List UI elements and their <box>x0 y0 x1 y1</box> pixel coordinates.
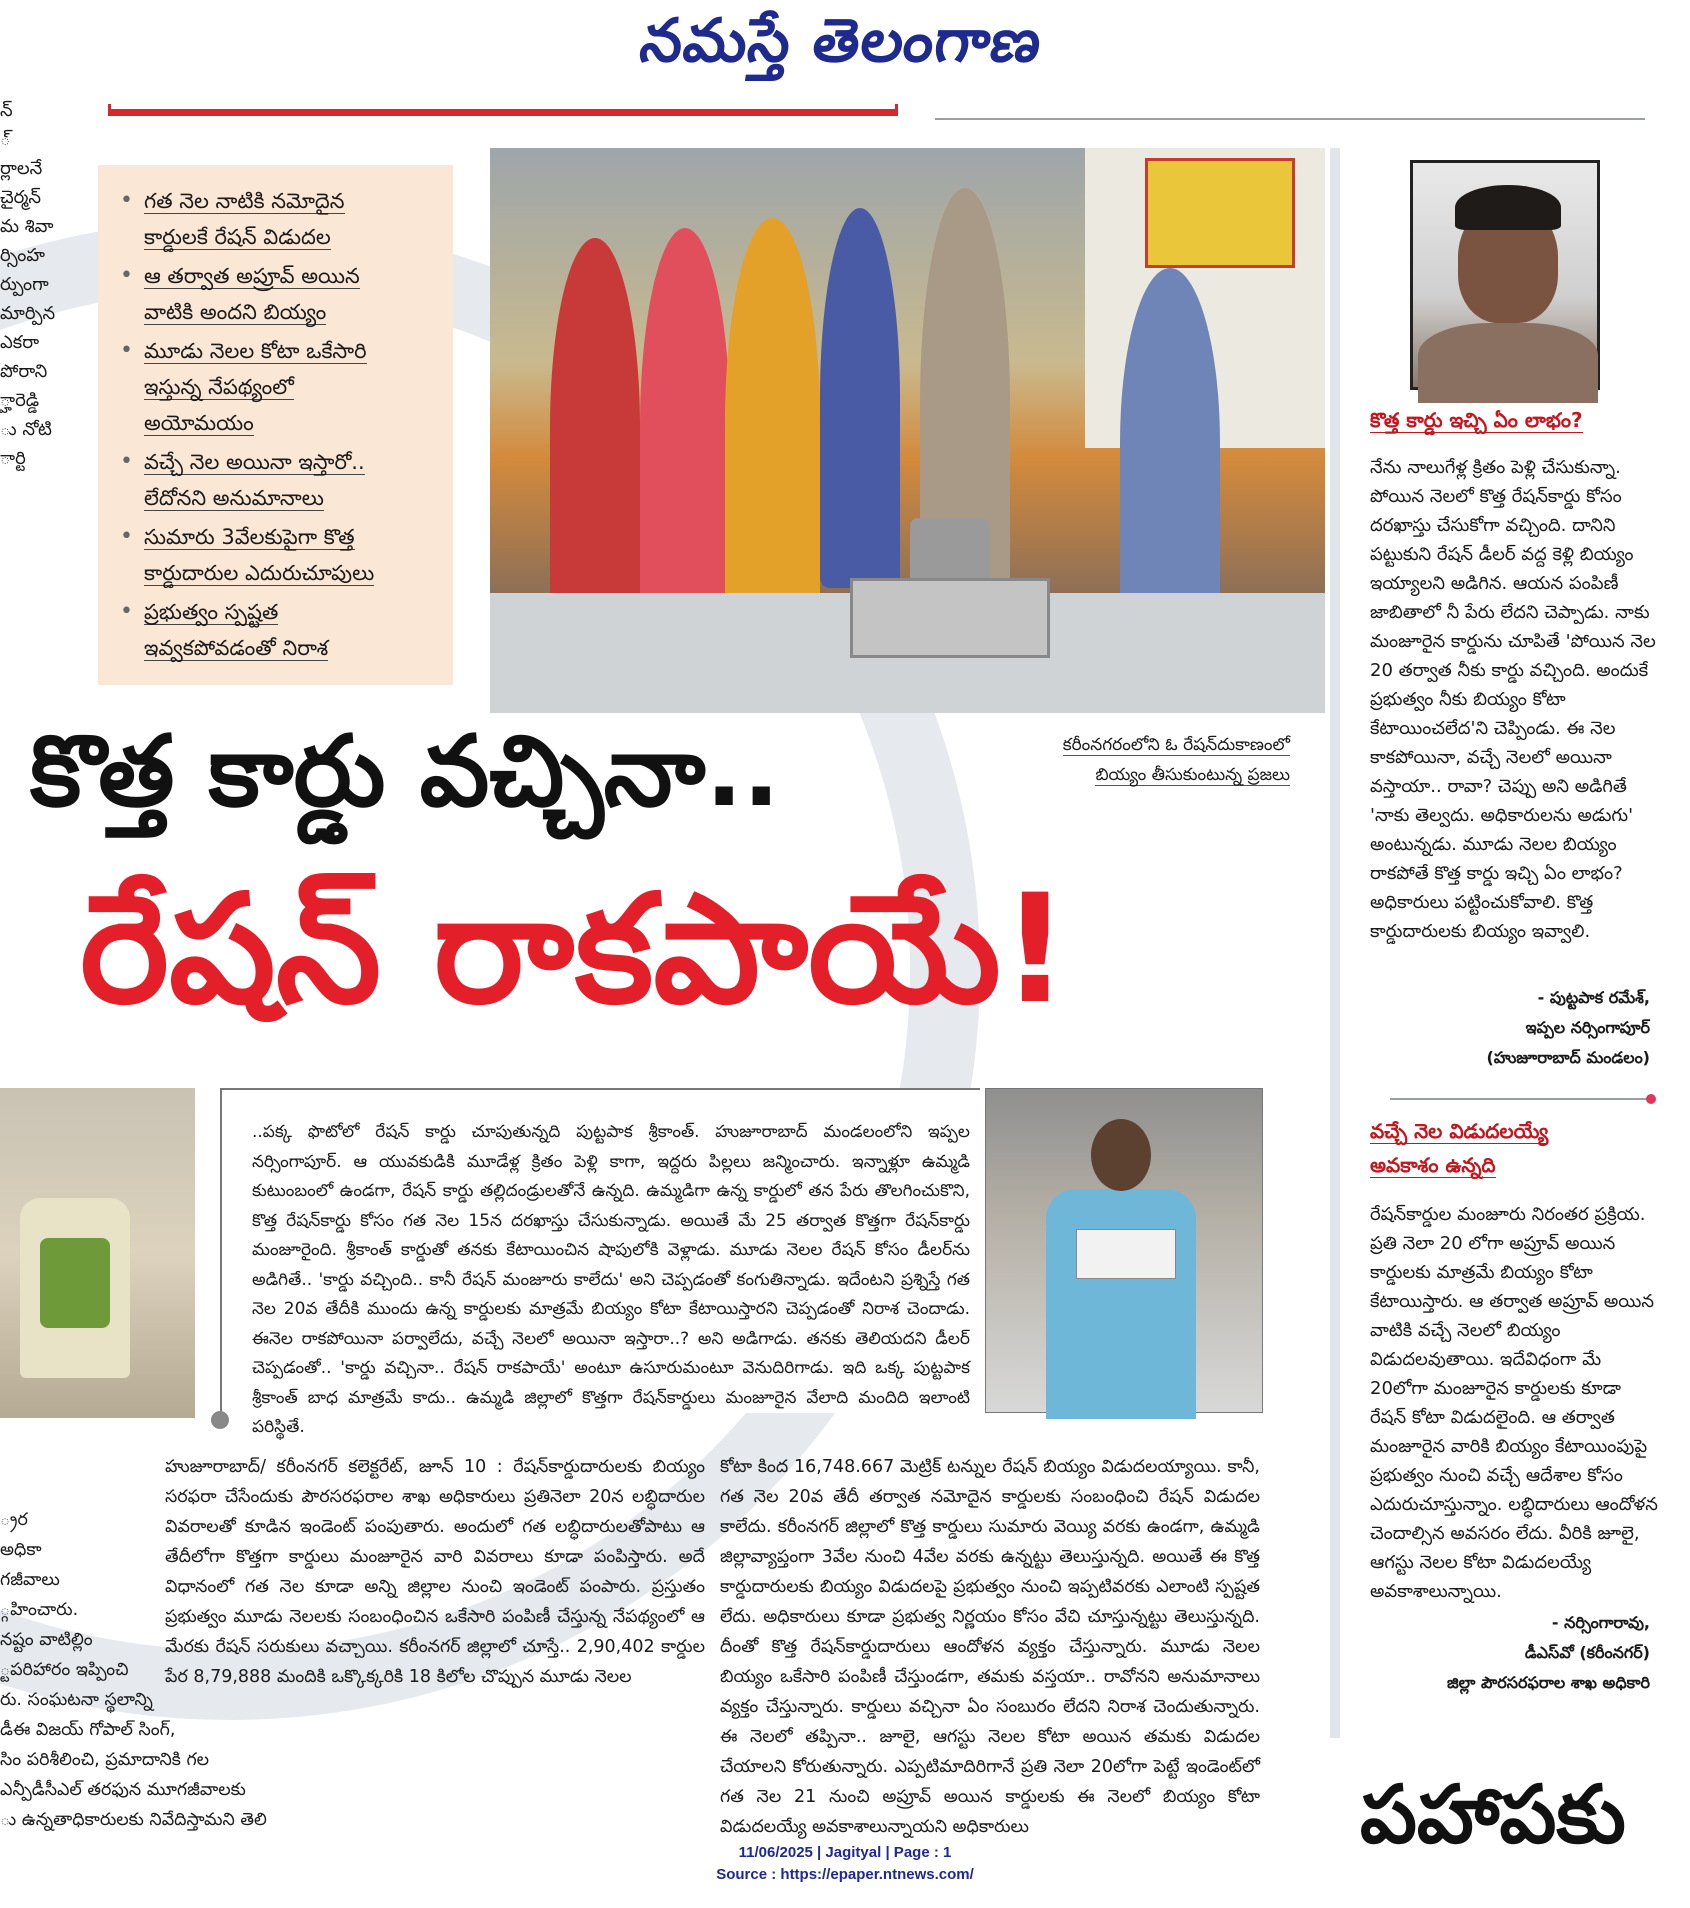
photo-poster <box>1145 158 1295 268</box>
highlight-line: గత నెల నాటికి నమోదైన <box>144 189 345 213</box>
clipped-line: నష్టం వాటిల్లిం <box>0 1630 93 1650</box>
highlight-item <box>116 333 439 441</box>
clipped-line: రు. సంఘటనా స్థలాన్ని <box>0 1690 153 1710</box>
portrait-hair <box>1455 185 1561 230</box>
caption-line: కరీంనగరంలోని ఓ రేషన్‌దుకాణంలో <box>1062 735 1290 755</box>
clipped-line: ర్సింహ <box>0 245 45 266</box>
signature-line: ఇప్పల నర్సింగాపూర్ <box>1525 1018 1650 1037</box>
highlight-line: ప్రభుత్వం స్పష్టత <box>144 600 279 624</box>
sidebar-signature-2 <box>1370 1608 1660 1698</box>
clipped-line: ు ఉన్నతాధికారులకు నివేదిస్తామని తెలి <box>0 1810 267 1830</box>
highlights-box <box>98 165 453 685</box>
article-column-2: కోటా కింద 16,748.667 మెట్రిక్ టన్నుల రేషన్ బియ్యం విడుదలయ్యాయి. కానీ, గత నెల 20వ తేదీ తర్వాత నమోదైన కార్డులకు సంబంధించి రేషన్ విడుదల కాలేదు. కరీంనగర్ జిల్లాలో కొత్త కార్డులు సుమారు వెయ్యి వరకు ఉండగా, ఉమ్మడి జిల్లావ్యాప్తంగా 3వేల నుంచి 4వేల వరకు ఉన్నట్టు తెలుస్తున్నది. అయితే ఈ కొత్త కార్డుదారులకు బియ్యం విడుదలపై ప్రభుత్వం నుంచి ఇప్పటివరకు ఎలాంటి స్పష్టత లేదు. అధికారులు కూడా ప్రభుత్వ నిర్ణయం కోసం వేచి చూస్తున్నట్టు తెలుస్తున్నది. దీంతో కొత్త రేషన్‌కార్డుదారులు ఆందోళన వ్యక్తం చేస్తున్నారు. మూడు నెలల బియ్యం ఒకేసారి పంపిణీ చేస్తుండగా, తమకు వస్తయా.. రావోనని అనుమానాలు వ్యక్తం చేస్తున్నారు. కార్డులు వచ్చినా ఏం సంబురం లేదని నిరాశ చెందుతున్నారు. ఈ నెలలో తప్పినా.. జూలై, ఆగస్టు నెలల కోటా అయిన తమకు విడుదల చేయాలని కోరుతున్నారు. ఎప్పటిమాదిరిగానే ప్రతి నెలా 20లోగా పెట్టే ఇండెంట్‌లో గత నెల 21 నుంచి అప్రూవ్ అయిన కార్డులకు ఈ నెలలో బియ్యం కోటా విడుదలయ్యే అవకాశాలున్నాయని అధికారులు <box>720 1457 1260 1837</box>
masthead-title: నమస్తే తెలంగాణ <box>635 6 1047 76</box>
person-head <box>1091 1119 1151 1191</box>
clipped-line: మ శివా <box>0 216 54 237</box>
highlight-line: వాటికి అందని బియ్యం <box>144 300 327 324</box>
clipped-line: ార్టి <box>0 448 26 469</box>
sidebar-heading-1 <box>1370 403 1660 437</box>
highlight-line: లేదోనని అనుమానాలు <box>144 486 324 510</box>
caption-line: బియ్యం తీసుకుంటున్న ప్రజలు <box>1095 765 1290 785</box>
clipped-line: ఎకరా <box>0 332 40 353</box>
rice-bag <box>20 1198 130 1378</box>
clipped-line: పోరాని <box>0 361 48 382</box>
left-clipped-column <box>0 96 90 473</box>
ration-card <box>1076 1229 1176 1279</box>
srikanth-photo <box>985 1088 1263 1413</box>
next-story-teaser: పహాపకు <box>1360 1768 1626 1861</box>
highlight-line: సుమారు 3వేలకుపైగా కొత్త <box>144 525 355 549</box>
signature-line: డీఎస్‌వో (కరీంనగర్) <box>1524 1643 1650 1662</box>
portrait-shoulders <box>1418 323 1598 403</box>
masthead-gray-rule <box>935 118 1645 120</box>
clipped-line: చైర్మన్ <box>0 187 41 208</box>
heading-text: అవకాశం ఉన్నది <box>1370 1153 1496 1177</box>
highlight-item <box>116 594 439 666</box>
clipped-line: మార్పిన <box>0 303 56 324</box>
footer-date-edition: 11/06/2025 | Jagityal | Page : 1 <box>738 1844 952 1861</box>
clipped-line: ్ <box>0 129 11 150</box>
photo-person <box>820 208 900 588</box>
signature-line: - నర్సింగారావు, <box>1551 1613 1650 1632</box>
story-text: ..పక్క ఫొటోలో రేషన్ కార్డు చూపుతున్నది పుట్టపాక శ్రీకాంత్. హుజూరాబాద్ మండలంలోని ఇప్పల నర్సింగాపూర్. ఆ యువకుడికి మూడేళ్ల క్రితం పెళ్లి కాగా, ఇద్దరు పిల్లలు జన్మించారు. ఇన్నాళ్లూ ఉమ్మడి కుటుంబంలో ఉండగా, రేషన్ కార్డు తల్లిదండ్రులతోనే ఉన్నది. ఉమ్మడిగా ఉన్న కార్డులో తన పేరు తొలగించుకొని, కొత్త రేషన్‌కార్డు కోసం గత నెల 15న దరఖాస్తు చేసుకున్నాడు. అయితే మే 25 తర్వాత కొత్తగా రేషన్‌కార్డు మంజూరైంది. శ్రీకాంత్ కార్డుతో తనకు కేటాయించిన షాపులోకి వెళ్లాడు. మూడు నెలల రేషన్ కోసం డీలర్‌ను అడిగితే.. 'కార్డు వచ్చింది.. కానీ రేషన్ మంజూరు కాలేదు' అని చెప్పడంతో కంగుతిన్నాడు. ఇదేంటని ప్రశ్నిస్తే గత నెల 20వ తేదీకి ముందు ఉన్న కార్డులకు మాత్రమే బియ్యం కోటా కేటాయిస్తారని చెప్పడంతో నిరాశ చెందాడు. ఈనెల రాకపోయినా పర్వాలేదు, వచ్చే నెలలో అయినా ఇస్తారా..? అని అడిగాడు. తనకు తెలియదని డీలర్ చెప్పడంతో.. 'కార్డు వచ్చినా.. రేషన్ రాకపాయే' అంటూ ఉసూరుమంటూ వెనుదిరిగాడు. ఇది ఒక్క పుట్టపాక శ్రీకాంత్ బాధ మాత్రమే కాదు.. ఉమ్మడి జిల్లాలో కొత్తగా రేషన్‌కార్డులు మంజూరైన వేలాది మందిది ఇలాంటి పరిస్థితే. <box>252 1122 970 1437</box>
photo-weighing-scale <box>850 578 1050 658</box>
highlight-item <box>116 519 439 591</box>
person-body <box>1046 1189 1196 1419</box>
highlight-line: వచ్చే నెల అయినా ఇస్తారో.. <box>144 450 365 474</box>
clipped-line <box>0 1475 110 1505</box>
signature-line: (హుజూరాబాద్ మండలం) <box>1486 1048 1650 1067</box>
highlight-item <box>116 183 439 255</box>
clipped-line: ర్పుంగా <box>0 274 49 295</box>
sidebar-divider <box>1390 1098 1650 1100</box>
clipped-line: న్ <box>0 100 13 121</box>
clipped-line: సిం పరిశీలించి, ప్రమాదానికి గల <box>0 1750 210 1770</box>
sidebar-quote-1: నేను నాలుగేళ్ల క్రితం పెళ్లి చేసుకున్నా. పోయిన నెలలో కొత్త రేషన్‌కార్డు కోసం దరఖాస్తు చేసుకోగా వచ్చింది. దానిని పట్టుకుని రేషన్ డీలర్ వద్ద కెళ్లి బియ్యం ఇయ్యాలని అడిగిన. ఆయన పంపిణీ జాబితాలో నీ పేరు లేదని చెప్పాడు. నాకు మంజూరైన కార్డును చూపితే 'పోయిన నెల 20 తర్వాత నీకు కార్డు వచ్చింది. అందుకే ప్రభుత్వం నీకు బియ్యం కోటా కేటాయించలేద'ని చెప్పిండు. ఈ నెల కాకపోయినా, వచ్చే నెలలో అయినా వస్తాయా.. రావా? చెప్పు అని అడిగితే 'నాకు తెల్వదు. అధికారులను అడుగు' అంటున్నడు. మూడు నెలల బియ్యం రాకపోతే కొత్త కార్డు ఇచ్చి ఏం లాభం? అధికారులు పట్టించుకోవాలి. కొత్త కార్డుదారులకు బియ్యం ఇవ్వాలి. <box>1370 457 1656 942</box>
clipped-line: ్హారెడ్డి <box>0 390 40 411</box>
headline-line-2: రేషన్ రాకపాయే! <box>80 863 1070 1037</box>
left-lower-clipped-column <box>0 1475 267 1835</box>
clipped-line: ్రర <box>0 1510 28 1530</box>
photo-person <box>1046 1119 1196 1419</box>
ration-shop-photo <box>490 148 1325 713</box>
photo-caption <box>1000 730 1290 790</box>
highlight-line: ఇవ్వకపోవడంతో నిరాశ <box>144 636 329 660</box>
signature-line: జిల్లా పౌరసరఫరాల శాఖ అధికారి <box>1446 1673 1650 1692</box>
right-sidebar <box>1330 148 1658 1738</box>
clipped-line: అధికా <box>0 1540 42 1560</box>
highlight-line: అయోమయం <box>144 411 254 435</box>
heading-text: కొత్త కార్డు ఇచ్చి ఏం లాభం? <box>1370 408 1583 432</box>
highlight-line: ఆ తర్వాత అప్రూవ్ అయిన <box>144 264 360 288</box>
highlight-line: మూడు నెలల కోటా ఒకేసారి <box>144 339 367 363</box>
photo-person <box>1120 268 1220 618</box>
ramesh-portrait <box>1410 160 1600 390</box>
clipped-line: ర్లాలనే <box>0 158 43 179</box>
sidebar-signature-1 <box>1370 983 1660 1073</box>
article-column-1: హుజూరాబాద్/ కరీంనగర్ కలెక్టరేట్, జూన్ 10 : రేషన్‌కార్డుదారులకు బియ్యం సరఫరా చేసేందుకు పౌరసరఫరాల శాఖ అధికారులు ప్రతినెలా 20న లబ్ధిదారుల వివరాలతో కూడిన ఇండెంట్ పంపుతారు. అందులో గత లబ్ధిదారులతోపాటు ఆ తేదీలోగా కొత్తగా కార్డులు మంజూరైన వారి వివరాలు కూడా పంపిస్తారు. అదే విధానంలో గత నెల కూడా అన్ని జిల్లాల నుంచి ఇండెంట్ పంపారు. ప్రస్తుతం ప్రభుత్వం మూడు నెలలకు సంబంధించిన ఒకేసారి పంపిణీ చేస్తున్న నేపథ్యంలో ఆ మేరకు రేషన్ సరుకులు వచ్చాయి. కరీంనగర్ జిల్లాలో చూస్తే.. 2,90,402 కార్డుల పేర 8,79,888 మందికి ఒక్కొక్కరికి 18 కిలోల చొప్పున మూడు నెలల <box>165 1457 705 1687</box>
clipped-line: ్గహించారు. <box>0 1600 79 1620</box>
clipped-line: ్టపరిహారం ఇప్పించి <box>0 1660 129 1680</box>
heading-text: వచ్చే నెల విడుదలయ్యే <box>1370 1119 1549 1143</box>
highlight-item <box>116 444 439 516</box>
photo-person <box>725 218 820 628</box>
clipped-line: డీఈ విజయ్ గోపాల్ సింగ్, <box>0 1720 176 1740</box>
highlight-item <box>116 258 439 330</box>
page-footer <box>0 1842 1690 1886</box>
highlight-line: ఇస్తున్న నేపథ్యంలో <box>144 375 294 399</box>
highlight-line: కార్డుదారుల ఎదురుచూపులు <box>144 561 375 585</box>
photo-person <box>640 228 730 628</box>
story-box <box>220 1088 980 1437</box>
headline-line-1: కొత్త కార్డు వచ్చినా.. <box>30 715 780 829</box>
clipped-line: ఎన్పీడీసీఎల్ తరఫున మూగజీవాలకు <box>0 1780 246 1800</box>
highlight-line: కార్డులకే రేషన్ విడుదల <box>144 225 331 249</box>
rice-bag-photo <box>0 1088 195 1418</box>
clipped-line: ు నోటి <box>0 419 52 440</box>
photo-person <box>550 238 640 618</box>
masthead-red-rule <box>108 104 898 116</box>
sidebar-quote-2: రేషన్‌కార్డుల మంజూరు నిరంతర ప్రక్రియ. ప్రతి నెలా 20 లోగా అప్రూవ్ అయిన కార్డులకు మాత్రమే బియ్యం కోటా కేటాయిస్తారు. ఆ తర్వాత అప్రూవ్ అయిన వాటికి వచ్చే నెలలో బియ్యం విడుదలవుతాయి. ఇదేవిధంగా మే 20లోగా మంజూరైన కార్డులకు కూడా రేషన్ కోటా విడుదలైంది. ఆ తర్వాత మంజూరైన వారికి బియ్యం కేటాయింపుపై ప్రభుత్వం నుంచి వచ్చే ఆదేశాల కోసం ఎదురుచూస్తున్నాం. లబ్ధిదారులు ఆందోళన చెందాల్సిన అవసరం లేదు. వీరికి జూలై, ఆగస్టు నెలల కోటా విడుదలయ్యే అవకాశాలున్నాయి. <box>1370 1204 1658 1602</box>
footer-source-link[interactable]: Source : https://epaper.ntnews.com/ <box>716 1866 974 1883</box>
clipped-line: గజీవాలు <box>0 1570 60 1590</box>
signature-line: - పుట్టపాక రమేశ్, <box>1537 988 1650 1007</box>
sidebar-heading-2 <box>1370 1114 1660 1182</box>
